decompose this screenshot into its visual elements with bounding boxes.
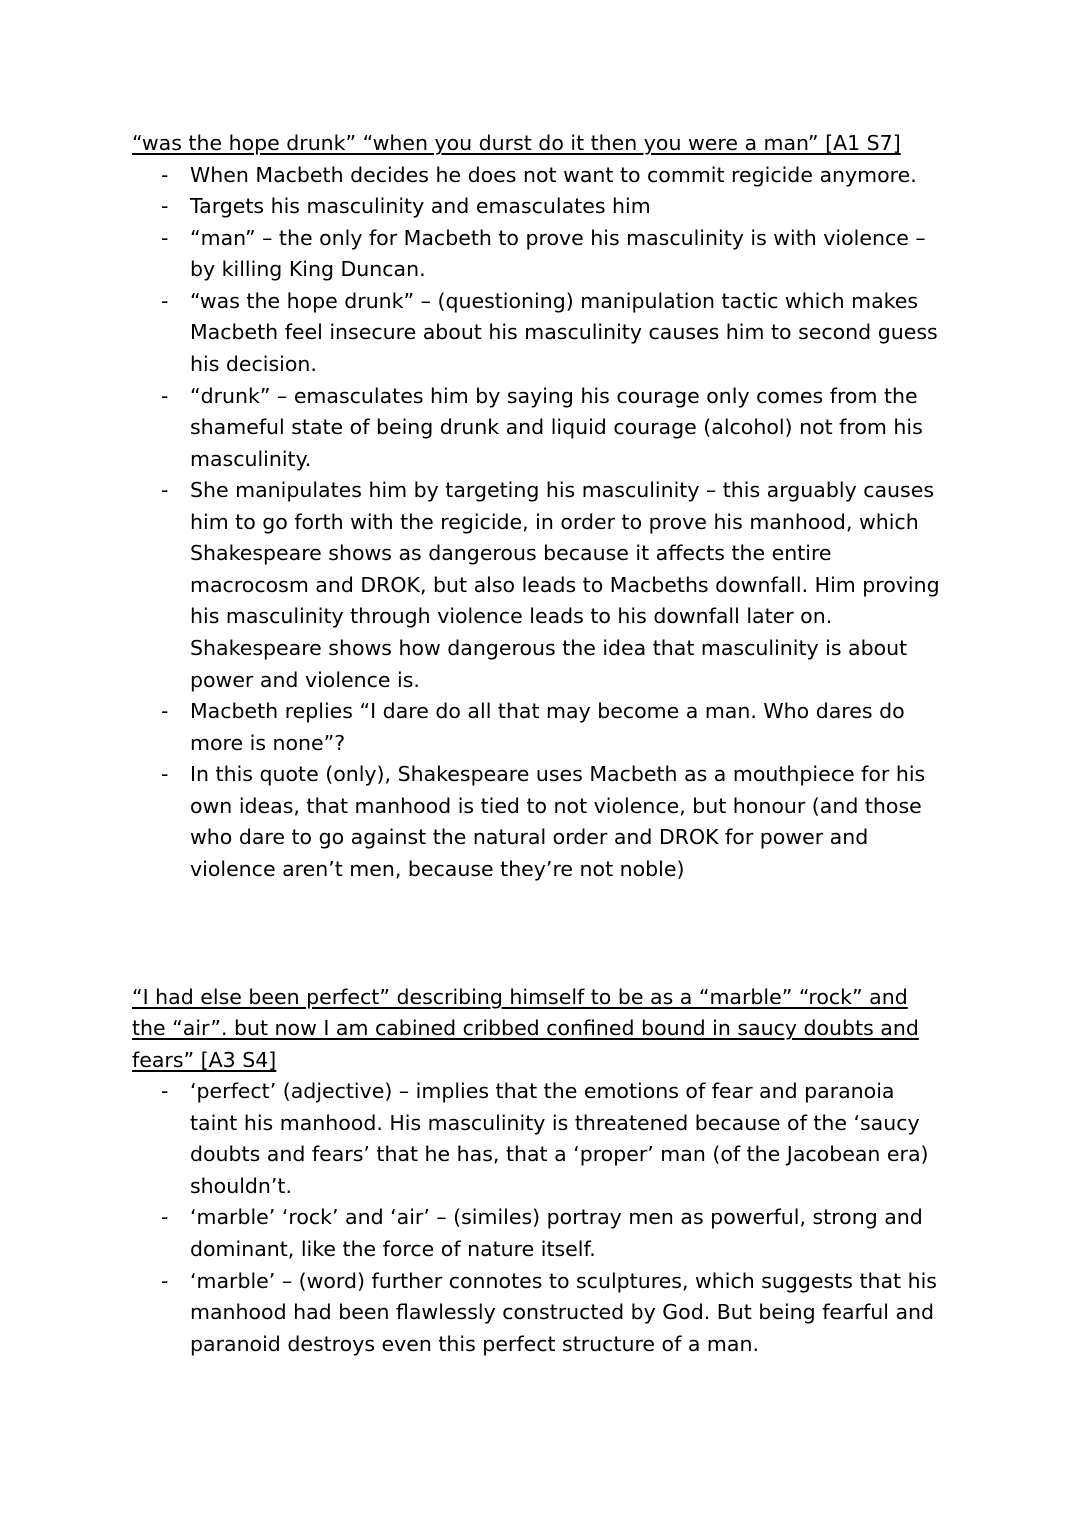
list-item-text: When Macbeth decides he does not want to commit regicide anymore. (190, 162, 917, 187)
list-item (132, 475, 948, 696)
bullet-list (132, 1076, 948, 1360)
list-item-text: “was the hope drunk” – (questioning) manipulation tactic which makes Macbeth feel insecure about his masculinity causes him to second guess his decision. (190, 288, 938, 376)
section-spacer (132, 886, 948, 982)
list-item-text: ‘marble’ ‘rock’ and ‘air’ – (similes) portray men as powerful, strong and dominant, like the force of nature itself. (190, 1205, 923, 1261)
bullet-marker: - (161, 225, 169, 250)
list-item-text: “drunk” – emasculates him by saying his courage only comes from the shameful state of being drunk and liquid courage (alcohol) not from his masculinity. (190, 383, 923, 471)
list-item-text: Macbeth replies “I dare do all that may become a man. Who dares do more is none”? (190, 699, 905, 755)
bullet-marker: - (161, 1079, 169, 1104)
list-item (132, 1076, 948, 1202)
bullet-marker: - (161, 383, 169, 408)
bullet-marker: - (161, 699, 169, 724)
list-item (132, 286, 948, 381)
list-item (132, 191, 948, 223)
list-item (132, 1266, 948, 1361)
bullet-marker: - (161, 478, 169, 503)
list-item (132, 160, 948, 192)
list-item-text: ‘perfect’ (adjective) – implies that the emotions of fear and paranoia taint his manhood. His masculinity is threatened because of the ‘saucy doubts and fears’ that he has, that a ‘proper’ man (of the Jacobean era) shouldn’t. (190, 1079, 929, 1198)
list-item (132, 1202, 948, 1265)
list-item (132, 223, 948, 286)
document-body (132, 128, 948, 1360)
list-item (132, 696, 948, 759)
bullet-marker: - (161, 288, 169, 313)
section-quote-2 (132, 982, 948, 1361)
bullet-marker: - (161, 1268, 169, 1293)
section-heading: “I had else been perfect” describing himself to be as a “marble” “rock” and the “air”. but now I am cabined cribbed confined bound in saucy doubts and fears” [A3 S4] (132, 984, 919, 1072)
list-item-text: Targets his masculinity and emasculates him (190, 194, 651, 219)
list-item (132, 759, 948, 885)
list-item-text: ‘marble’ – (word) further connotes to sculptures, which suggests that his manhood had been flawlessly constructed by God. But being fearful and paranoid destroys even this perfect structure of a man. (190, 1268, 937, 1356)
bullet-marker: - (161, 1205, 169, 1230)
list-item-text: In this quote (only), Shakespeare uses Macbeth as a mouthpiece for his own ideas, that manhood is tied to not violence, but honour (and those who dare to go against the natural order and DROK for power and violence aren’t men, because they’re not noble) (190, 762, 926, 881)
section-heading: “was the hope drunk” “when you durst do it then you were a man” [A1 S7] (132, 131, 901, 155)
bullet-list (132, 160, 948, 886)
list-item (132, 381, 948, 476)
list-item-text: “man” – the only for Macbeth to prove his masculinity is with violence – by killing King Duncan. (190, 225, 926, 282)
bullet-marker: - (161, 194, 169, 219)
bullet-marker: - (161, 162, 169, 187)
bullet-marker: - (161, 762, 169, 787)
list-item-text: She manipulates him by targeting his masculinity – this arguably causes him to go forth with the regicide, in order to prove his manhood, which Shakespeare shows as dangerous because it affects the entire macrocosm and DROK, but also leads to Macbeths downfall. Him proving his masculinity through violence leads to his downfall later on. Shakespeare shows how dangerous the idea that masculinity is about power and violence is. (190, 478, 940, 692)
section-quote-1 (132, 128, 948, 886)
